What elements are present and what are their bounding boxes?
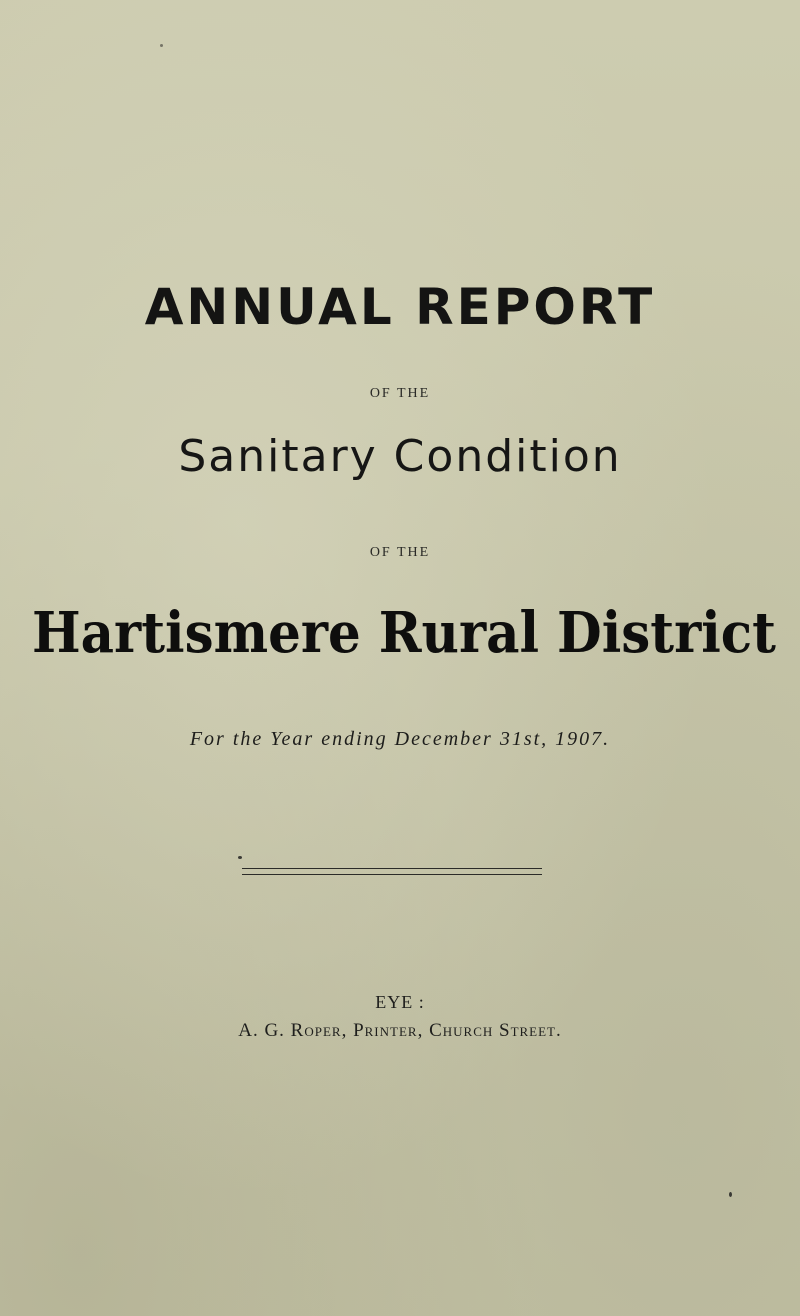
report-period: For the Year ending December 31st, 1907. (189, 728, 611, 750)
paper-speck (729, 1192, 732, 1197)
of-the-label-1: OF THE (369, 386, 431, 401)
paper-speck (160, 44, 163, 47)
of-the-label-2: OF THE (369, 545, 431, 560)
printer-imprint: A. G. Roper, Printer, Church Street. (238, 1020, 562, 1041)
divider-rule-bottom (242, 874, 542, 875)
paper-speck (238, 856, 242, 859)
district-name: Hartismere Rural District (32, 600, 776, 666)
report-title: ANNUAL REPORT (144, 278, 656, 336)
publication-place: EYE : (375, 992, 425, 1012)
report-subject: Sanitary Condition (178, 431, 622, 482)
divider-rule-top (242, 868, 542, 869)
